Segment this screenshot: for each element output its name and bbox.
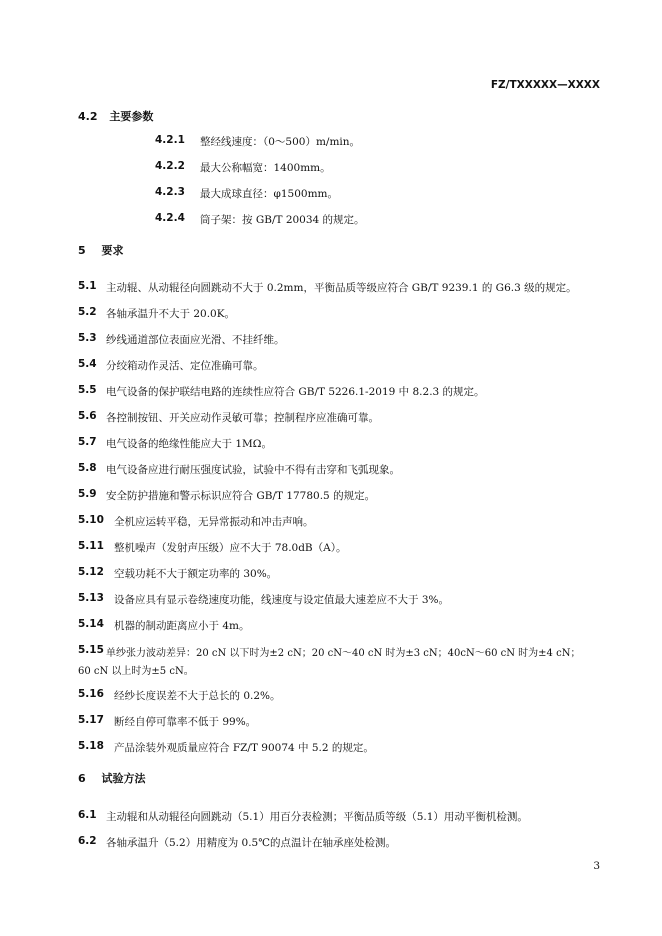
clause-text-continuation: 60 cN 以上时为±5 cN。 [78,666,194,677]
clause-number: 5.18 [78,740,104,752]
section-number: 4.2 [78,110,98,123]
clause-text: 各轴承温升（5.2）用精度为 0.5℃的点温计在轴承座处检测。 [106,837,396,849]
document-code: FZ/TXXXXX—XXXX [490,79,600,91]
clause-number: 4.2.3 [155,186,185,198]
clause-text: 单纱张力波动差异：20 cN 以下时为±2 cN；20 cN～40 cN 时为±3 cN；40cN～60 cN 时为±4 cN； [106,648,581,659]
clause-text: 经纱长度误差不大于总长的 0.2%。 [114,690,281,702]
clause-number: 5.16 [78,688,104,700]
clause-number: 5.13 [78,592,104,604]
clause-text: 主动辊、从动辊径向圆跳动不大于 0.2mm，平衡品质等级应符合 GB/T 9239.1 的 G6.3 级的规定。 [106,282,577,294]
clause-text: 设备应具有显示卷绕速度功能，线速度与设定值最大速差应不大于 3%。 [114,594,449,606]
clause-text: 空载功耗不大于额定功率的 30%。 [114,568,278,580]
section-title: 要求 [101,244,124,257]
clause-text: 机器的制动距离应小于 4m。 [114,620,250,632]
clause-number: 5.9 [78,488,97,500]
clause-number: 5.12 [78,566,104,578]
clause-number: 5.1 [78,280,97,292]
clause-number: 5.11 [78,540,104,552]
clause-number: 4.2.1 [155,134,185,146]
clause-text: 全机应运转平稳，无异常振动和冲击声响。 [114,516,314,528]
clause-text: 电气设备的绝缘性能应大于 1MΩ。 [106,438,272,450]
clause-text: 整经线速度：（0～500）m/min。 [200,136,361,148]
clause-number: 5.3 [78,332,97,344]
clause-number: 5.8 [78,462,97,474]
clause-number: 5.6 [78,410,97,422]
clause-number: 5.4 [78,358,97,370]
section-number: 6 [78,772,86,785]
clause-text: 筒子架：按 GB/T 20034 的规定。 [200,214,365,226]
section-number: 5 [78,244,86,257]
clause-number: 4.2.4 [155,212,185,224]
clause-text: 最大公称幅宽：1400mm。 [200,162,331,174]
page-number: 3 [593,860,600,872]
clause-number: 5.17 [78,714,104,726]
clause-text: 产品涂装外观质量应符合 FZ/T 90074 中 5.2 的规定。 [114,742,374,754]
clause-text: 整机噪声（发射声压级）应不大于 78.0dB（A）。 [114,542,347,554]
clause-number: 5.15 [78,644,104,656]
clause-text: 断经自停可靠率不低于 99%。 [114,716,257,728]
clause-number: 6.2 [78,835,97,847]
clause-number: 5.5 [78,384,97,396]
section-heading [78,242,124,258]
section-heading [78,770,146,786]
section-title: 主要参数 [109,110,154,123]
clause-number: 4.2.2 [155,160,185,172]
clause-number: 6.1 [78,809,97,821]
clause-text: 主动辊和从动辊径向圆跳动（5.1）用百分表检测；平衡品质等级（5.1）用动平衡机检测。 [106,811,528,823]
clause-text: 电气设备应进行耐压强度试验，试验中不得有击穿和飞弧现象。 [106,464,400,476]
clause-number: 5.10 [78,514,104,526]
clause-number: 5.14 [78,618,104,630]
clause-text: 纱线通道部位表面应光滑、不挂纤维。 [106,334,285,346]
clause-number: 5.7 [78,436,97,448]
clause-text: 电气设备的保护联结电路的连续性应符合 GB/T 5226.1-2019 中 8.2.3 的规定。 [106,386,485,398]
clause-number: 5.2 [78,306,97,318]
section-title: 试验方法 [101,772,146,785]
section-heading [78,108,153,124]
clause-text: 分绞箱动作灵活、定位准确可靠。 [106,360,264,372]
clause-text: 最大成球直径：φ1500mm。 [200,188,338,200]
clause-text: 安全防护措施和警示标识应符合 GB/T 17780.5 的规定。 [106,490,376,502]
clause-text: 各轴承温升不大于 20.0K。 [106,308,236,320]
clause-text: 各控制按钮、开关应动作灵敏可靠；控制程序应准确可靠。 [106,412,379,424]
